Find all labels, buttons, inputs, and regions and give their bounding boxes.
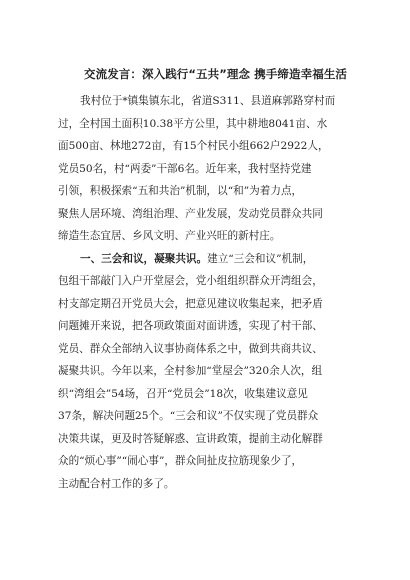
- section-line: 37条，解决问题25个。“三会和议”不仅实现了党员群众: [58, 410, 319, 422]
- paragraph-line: 面500亩、林地272亩，有15个村民小组662户2922人，: [58, 140, 329, 152]
- paragraph-line: 聚焦人居环境、湾组治理、产业发展，发动党员群众共同: [58, 207, 323, 220]
- section-line: 决策共谋，更及时答疑解惑、宣讲政策，提前主动化解群: [58, 432, 323, 445]
- section-line: 织“湾组会”54场，召开“党员会”18次，收集建议意见: [58, 387, 308, 400]
- section-line: 凝聚共识。今年以来，全村参加“堂屋会”320余人次，组: [58, 365, 323, 377]
- section-text: 建立“三会和议”机制，: [207, 252, 314, 265]
- paragraph-line: 我村位于*镇集镇东北，省道S311、县道麻郭路穿村而: [80, 95, 336, 107]
- section-line: 党员、群众全部纳入议事协商体系之中，做到共商共议、: [58, 342, 323, 355]
- section-first-line: [58, 248, 368, 271]
- paragraph-line: 引领，积极探索“五和共治”机制，以“和”为着力点，: [58, 185, 303, 197]
- section-heading: 一、三会和议，凝聚共识。: [80, 252, 208, 265]
- section-line: 村支部定期召开党员大会，把意见建议收集起来，把矛盾: [58, 297, 323, 310]
- paragraph-line: 缔造生态宜居、乡风文明、产业兴旺的新村庄。: [58, 230, 281, 242]
- paragraph-line: 过，全村国土面积10.38平方公里，其中耕地8041亩、水: [58, 117, 328, 130]
- section-line: 众的“烦心事”“闹心事”，群众间扯皮拉筋现象少了，: [58, 455, 303, 467]
- paragraph-line: 党员50名，村“两委”干部6名。近年来，我村坚持党建: [58, 162, 312, 175]
- section-line: 包组干部敲门入户开堂屋会，党小组组织群众开湾组会，: [58, 275, 323, 287]
- document-title: 交流发言：深入践行“五共”理念 携手缔造幸福生活: [84, 67, 348, 81]
- section-line: 主动配合村工作的多了。: [58, 477, 175, 490]
- section-line: 问题摊开来说，把各项政策面对面讲透，实现了村干部、: [58, 320, 323, 332]
- document-body: [58, 90, 368, 495]
